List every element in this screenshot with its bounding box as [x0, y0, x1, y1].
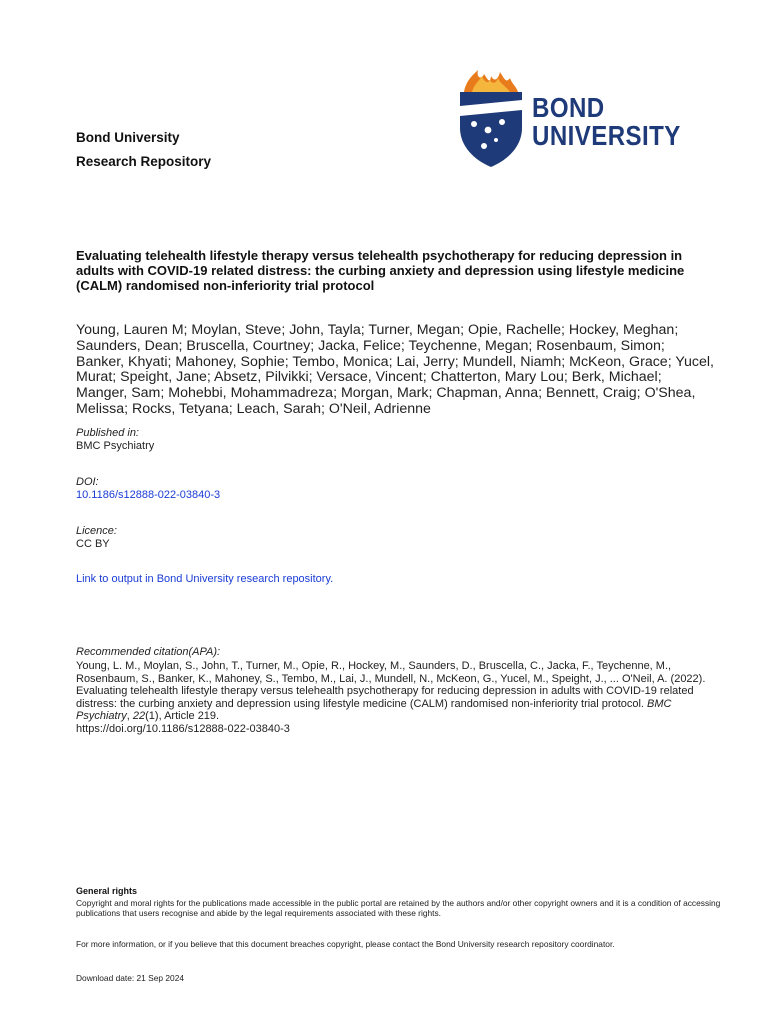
- citation-label: Recommended citation(APA):: [76, 646, 221, 658]
- repository-name: [76, 126, 211, 174]
- repository-link[interactable]: Link to output in Bond University research repository.: [76, 573, 334, 585]
- crest-icon: [456, 70, 526, 168]
- doi-link[interactable]: 10.1186/s12888-022-03840-3: [76, 489, 221, 501]
- licence-value: CC BY: [76, 538, 110, 550]
- logo-text-line1: BOND: [532, 92, 605, 123]
- citation-journal: BMC Psychiatry: [76, 697, 672, 722]
- download-date: Download date: 21 Sep 2024: [76, 973, 185, 983]
- general-rights-text: Copyright and moral rights for the publications made accessible in the public portal are retained by the authors and/or other copyright owners and it is a condition of accessing publications that users recognise and abide by the legal requirements associated with these rights.: [76, 898, 721, 918]
- journal-name: BMC Psychiatry: [76, 440, 155, 452]
- recommended-citation: [76, 660, 726, 735]
- article-title: Evaluating telehealth lifestyle therapy versus telehealth psychotherapy for reducing depression in adults with COVID-19 related distress: the curbing anxiety and depression using lifestyle medicine (CALM) randomised non-inferiority trial protocol: [76, 248, 685, 293]
- doi-section: [76, 476, 220, 502]
- repository-label: Research Repository: [76, 154, 212, 169]
- published-in-section: [76, 427, 154, 453]
- citation-text: Young, L. M., Moylan, S., John, T., Turner, M., Opie, R., Hockey, M., Saunders, D., Bruscella, C., Jacka, F., Teychenne, M., Rosenbaum, S., Banker, K., Mahoney, S., Tembo, M., Lai, J., Mundell, N., McKeon, G., Yucel, M., Speight, J., ... O'Neil, A. (2022). Evaluating telehealth lifestyle therapy versus telehealth psychotherapy for reducing depression in adults with COVID-19 related distress: the curbing anxiety and depression using lifestyle medicine (CALM) randomised non-inferiority trial protocol.: [76, 660, 706, 710]
- published-label: Published in:: [76, 427, 139, 439]
- general-rights-heading: General rights: [76, 886, 138, 896]
- citation-separator: ,: [126, 710, 133, 722]
- logo-wordmark: [532, 94, 681, 150]
- doi-label: DOI:: [76, 476, 99, 488]
- bond-university-logo: [456, 70, 732, 170]
- more-info-text: For more information, or if you believe that this document breaches copyright, please contact the Bond University research repository coordinator.: [76, 939, 615, 949]
- logo-text-line2: UNIVERSITY: [532, 120, 681, 151]
- citation-url[interactable]: https://doi.org/10.1186/s12888-022-03840-3: [76, 722, 290, 735]
- licence-label: Licence:: [76, 525, 117, 537]
- org-name: Bond University: [76, 130, 180, 145]
- author-list: Young, Lauren M; Moylan, Steve; John, Tayla; Turner, Megan; Opie, Rachelle; Hockey, Meghan; Saunders, Dean; Bruscella, Courtney; Jacka, Felice; Teychenne, Megan; Rosenbaum, Simon; Banker, Khyati; Mahoney, Sophie; Tembo, Monica; Lai, Jerry; Mundell, Niamh; McKeon, Grace; Yucel, Murat; Speight, Jane; Absetz, Pilvikki; Versace, Vincent; Chatterton, Mary Lou; Berk, Michael; Manger, Sam; Mohebbi, Mohammadreza; Morgan, Mark; Chapman, Anna; Bennett, Craig; O'Shea, Melissa; Rocks, Tetyana; Leach, Sarah; O'Neil, Adrienne: [76, 322, 714, 417]
- citation-volume: 22: [132, 710, 146, 722]
- citation-issue: (1), Article 219.: [145, 710, 220, 722]
- licence-section: [76, 525, 117, 551]
